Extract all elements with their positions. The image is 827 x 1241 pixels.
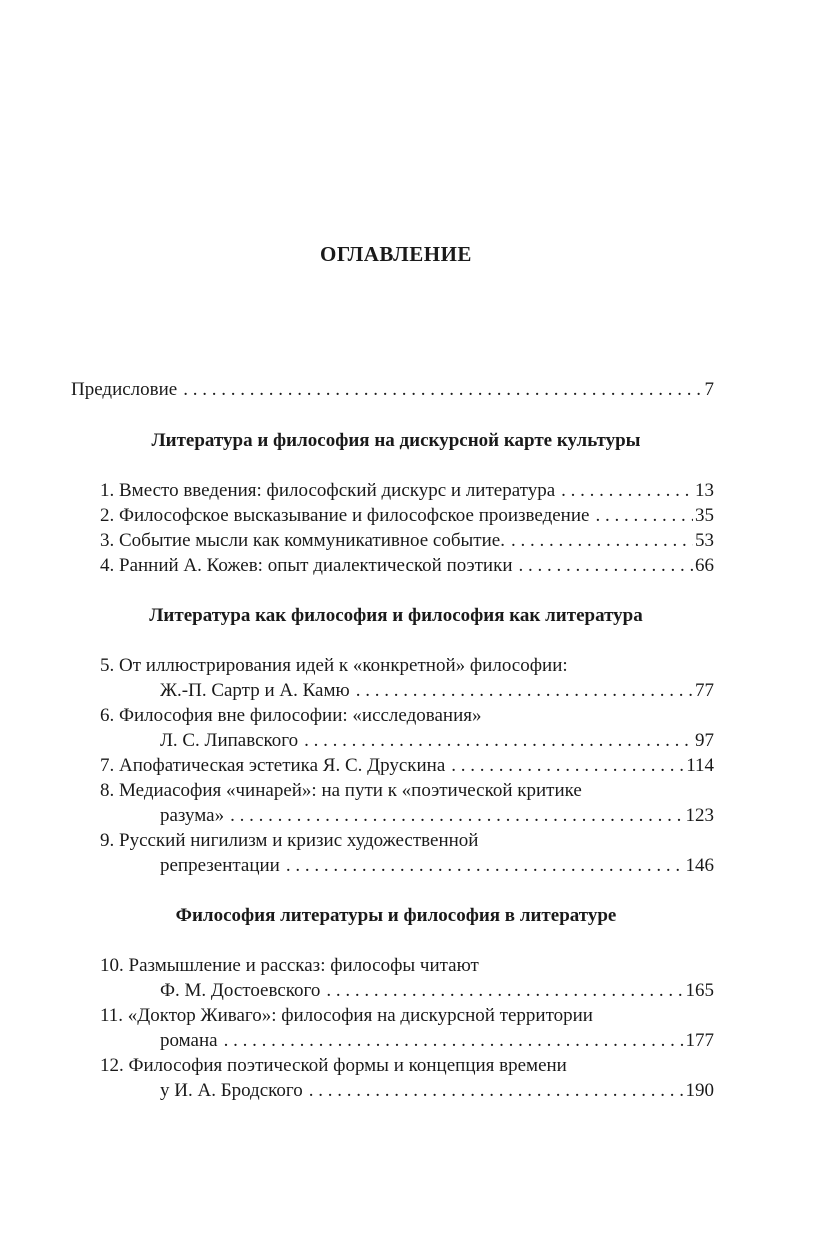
toc-page-number: 66 (695, 555, 714, 576)
section-heading-2: Литература как философия и философия как литература (149, 605, 643, 626)
toc-entry-9[interactable] (100, 829, 714, 853)
toc-entry-text: 4. Ранний А. Кожев: опыт диалектической поэтики (100, 555, 513, 576)
dot-leader (519, 554, 694, 578)
toc-entry-12-continued[interactable] (160, 1079, 714, 1103)
toc-page-number: 77 (695, 680, 714, 701)
toc-entry-text: 11. «Доктор Живаго»: философия на дискурсной территории (100, 1005, 593, 1026)
toc-entry-text: 7. Апофатическая эстетика Я. С. Друскина (100, 755, 446, 776)
dot-leader (356, 679, 693, 703)
toc-entry-12[interactable] (100, 1054, 714, 1078)
toc-page-number: 165 (685, 980, 714, 1001)
toc-entry-text: у И. А. Бродского (160, 1080, 303, 1101)
toc-page-number: 13 (695, 480, 714, 501)
toc-entry-text: Ж.-П. Сартр и А. Камю (160, 680, 350, 701)
dot-leader (561, 479, 693, 503)
dot-leader (286, 854, 684, 878)
toc-entry-text: 12. Философия поэтической формы и концепция времени (100, 1055, 567, 1076)
toc-entry-6[interactable] (100, 704, 714, 728)
dot-leader (183, 378, 702, 402)
toc-entry-10-continued[interactable] (160, 979, 714, 1003)
toc-entry-4[interactable] (100, 554, 714, 578)
toc-entry-text: 1. Вместо введения: философский дискурс и литература (100, 480, 556, 501)
toc-entry-2[interactable] (100, 504, 714, 528)
toc-entry-9-continued[interactable] (160, 854, 714, 878)
toc-page-number: 97 (695, 730, 714, 751)
toc-page-number: 190 (685, 1080, 714, 1101)
toc-entry-8-continued[interactable] (160, 804, 714, 828)
toc-entry-text: романа (160, 1030, 218, 1051)
toc-page-number: 53 (695, 530, 714, 551)
section-heading-3: Философия литературы и философия в литературе (175, 905, 617, 926)
section-heading-1: Литература и философия на дискурсной карте культуры (151, 430, 641, 451)
toc-entry-10[interactable] (100, 954, 714, 978)
dot-leader (230, 804, 683, 828)
toc-page-number: 114 (686, 755, 714, 776)
toc-entry-text: 10. Размышление и рассказ: философы читают (100, 955, 479, 976)
toc-entry-6-continued[interactable] (160, 729, 714, 753)
toc-entry-3[interactable] (100, 529, 714, 553)
dot-leader (304, 729, 693, 753)
toc-page-number: 177 (685, 1030, 714, 1051)
dot-leader (309, 1079, 684, 1103)
toc-entry-11-continued[interactable] (160, 1029, 714, 1053)
page-title: ОГЛАВЛЕНИЕ (320, 242, 472, 266)
toc-entry-preface[interactable] (71, 378, 714, 402)
toc-page-number: 123 (685, 805, 714, 826)
toc-page-number: 35 (695, 505, 714, 526)
toc-entry-text: Ф. М. Достоевского (160, 980, 321, 1001)
toc-entry-5[interactable] (100, 654, 714, 678)
toc-entry-text: 5. От иллюстрирования идей к «конкретной» философии: (100, 655, 568, 676)
toc-entry-text: Предисловие (71, 379, 178, 400)
toc-page-number: 7 (704, 379, 714, 400)
toc-entry-7[interactable] (100, 754, 714, 778)
dot-leader (326, 979, 683, 1003)
dot-leader (451, 754, 684, 778)
toc-entry-text: Л. С. Липавского (160, 730, 299, 751)
toc-entry-text: репрезентации (160, 855, 280, 876)
toc-entry-8[interactable] (100, 779, 714, 803)
toc-entry-text: 2. Философское высказывание и философское произведение (100, 505, 590, 526)
dot-leader (511, 529, 693, 553)
toc-entry-text: разума» (160, 805, 225, 826)
toc-entry-text: 6. Философия вне философии: «исследования» (100, 705, 482, 726)
toc-entry-5-continued[interactable] (160, 679, 714, 703)
toc-page-number: 146 (685, 855, 714, 876)
toc-entry-text: 9. Русский нигилизм и кризис художественной (100, 830, 479, 851)
toc-entry-text: 8. Медиасофия «чинарей»: на пути к «поэтической критике (100, 780, 582, 801)
toc-entry-11[interactable] (100, 1004, 714, 1028)
dot-leader (224, 1029, 684, 1053)
toc-entry-1[interactable] (100, 479, 714, 503)
toc-entry-text: 3. Событие мысли как коммуникативное событие. (100, 530, 505, 551)
dot-leader (595, 504, 693, 528)
